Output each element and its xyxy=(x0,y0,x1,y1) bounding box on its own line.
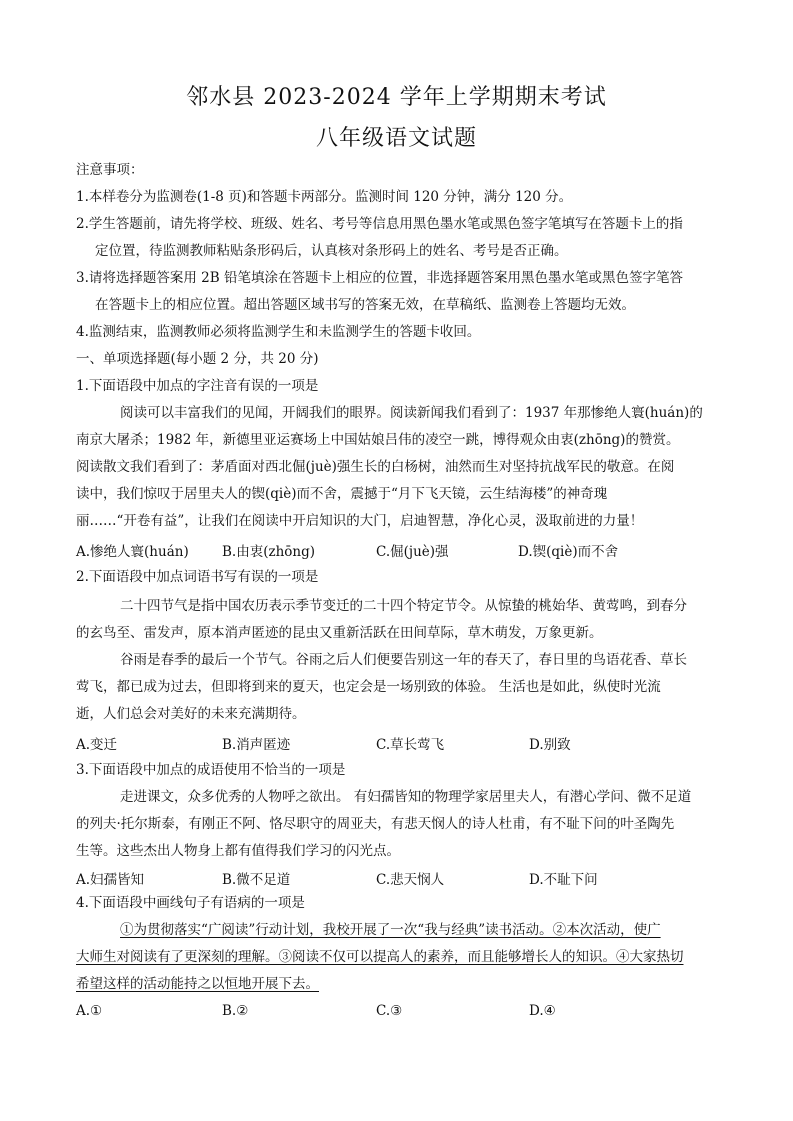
option-c: C.悲天悯人 xyxy=(376,872,445,888)
question-stem: 1.下面语段中加点的字注音有误的一项是 xyxy=(76,378,319,394)
note-item: 3.请将选择题答案用 2B 铅笔填涂在答题卡上相应的位置，非选择题答案用黑色墨水笔或黑色签字笔答 xyxy=(76,270,683,286)
passage-line: 读中，我们惊叹于居里夫人的锲(qiè)而不舍，震撼于“月下飞天镜，云生结海楼”的神奇瑰 xyxy=(76,486,608,502)
passage-line-underlined: ①为贯彻落实“广阅读”行动计划，我校开展了一次“我与经典”读书活动。②本次活动，使广 xyxy=(120,922,661,938)
notes-heading: 注意事项： xyxy=(76,162,144,178)
option-a: A.妇孺皆知 xyxy=(76,872,145,888)
passage-line-underlined: 希望这样的活动能持之以恒地开展下去。 xyxy=(76,976,319,992)
passage-line: 丽……“开卷有益”，让我们在阅读中开启知识的大门，启迪智慧，净化心灵，汲取前进的力量！ xyxy=(76,513,644,529)
passage-line: 谷雨是春季的最后一个节气。谷雨之后人们便要告别这一年的春天了，春日里的鸟语花香、草长 xyxy=(120,652,687,668)
passage-line: 莺飞，都已成为过去，但即将到来的夏天，也定会是一场别致的体验。 生活也是如此，纵使时光流 xyxy=(76,679,661,695)
option-a: A.惨绝人寰(huán) xyxy=(76,544,189,560)
option-d: D.锲(qiè)而不舍 xyxy=(518,544,619,560)
passage-line: 逝，人们总会对美好的未来充满期待。 xyxy=(76,706,306,722)
passage-line: 生等。这些杰出人物身上都有值得我们学习的闪光点。 xyxy=(76,843,400,859)
note-item: 定位置，待监测教师粘贴条形码后，认真核对条形码上的姓名、考号是否正确。 xyxy=(95,243,568,259)
exam-title: 邻水县 2023-2024 学年上学期期末考试 xyxy=(186,85,607,110)
passage-line: 的玄鸟至、雷发声，原本消声匿迹的昆虫又重新活跃在田间草际，草木萌发，万象更新。 xyxy=(76,625,603,641)
question-stem: 4.下面语段中画线句子有语病的一项是 xyxy=(76,895,305,911)
option-b: B.微不足道 xyxy=(222,872,291,888)
passage-line: 的列夫·托尔斯泰，有刚正不阿、恪尽职守的周亚夫，有悲天悯人的诗人杜甫，有不耻下问的叶圣陶先 xyxy=(76,816,675,832)
note-item: 在答题卡上的相应位置。超出答题区域书写的答案无效，在草稿纸、监测卷上答题均无效。 xyxy=(95,297,635,313)
option-c: C.草长莺飞 xyxy=(376,737,445,753)
note-item: 1.本样卷分为监测卷(1-8 页)和答题卡两部分。监测时间 120 分钟，满分 120 分。 xyxy=(76,189,573,205)
option-d: D.④ xyxy=(529,1003,556,1019)
note-item: 4.监测结束，监测教师必须将监测学生和未监测学生的答题卡收回。 xyxy=(76,324,481,340)
section-heading: 一、单项选择题(每小题 2 分，共 20 分) xyxy=(76,351,319,367)
question-stem: 3.下面语段中加点的成语使用不恰当的一项是 xyxy=(76,762,346,778)
passage-line-underlined: 大师生对阅读有了更深刻的理解。③阅读不仅可以提高人的素养，而且能够增长人的知识。④大家热切 xyxy=(76,949,684,965)
passage-line: 走进课文，众多优秀的人物呼之欲出。 有妇孺皆知的物理学家居里夫人，有潜心学问、微不足道 xyxy=(120,789,692,805)
note-item: 2.学生答题前，请先将学校、班级、姓名、考号等信息用黑色墨水笔或黑色签字笔填写在答题卡上的指 xyxy=(76,216,683,232)
passage-line: 阅读可以丰富我们的见闻，开阔我们的眼界。阅读新闻我们看到了：1937 年那惨绝人寰(huán)的 xyxy=(120,405,703,421)
option-d: D.不耻下问 xyxy=(529,872,598,888)
option-b: B.由衷(zhōng) xyxy=(222,544,316,560)
option-a: A.变迁 xyxy=(76,737,118,753)
option-b: B.消声匿迹 xyxy=(222,737,291,753)
option-d: D.别致 xyxy=(529,737,571,753)
option-b: B.② xyxy=(222,1003,249,1019)
question-stem: 2.下面语段中加点词语书写有误的一项是 xyxy=(76,569,319,585)
option-c: C.倔(juè)强 xyxy=(376,544,449,560)
passage-line: 南京大屠杀；1982 年，新德里亚运赛场上中国姑娘吕伟的凌空一跳，博得观众由衷(zhōng)的赞赏。 xyxy=(76,432,680,448)
passage-line: 二十四节气是指中国农历表示季节变迁的二十四个特定节令。从惊蛰的桃始华、黄莺鸣，到春分 xyxy=(120,598,687,614)
exam-subtitle: 八年级语文试题 xyxy=(315,126,477,151)
passage-line: 阅读散文我们看到了：茅盾面对西北倔(juè)强生长的白杨树，油然而生对坚持抗战军民的敬意。在阅 xyxy=(76,459,675,475)
option-c: C.③ xyxy=(376,1003,403,1019)
option-a: A.① xyxy=(76,1003,103,1019)
